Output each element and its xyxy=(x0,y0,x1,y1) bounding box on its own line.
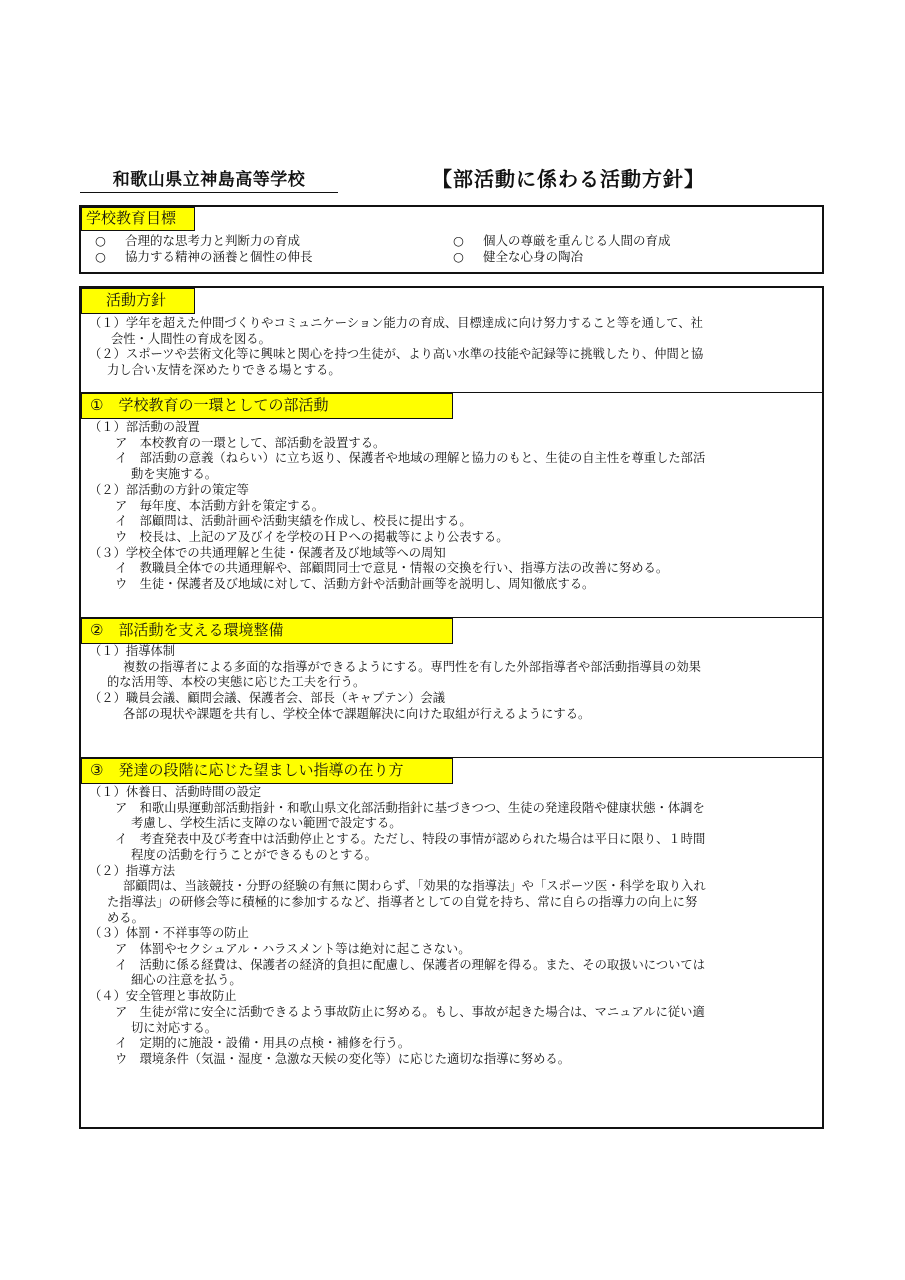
activity-policy-heading: 活動方針 xyxy=(81,288,195,314)
circle-bullet-icon: ○ xyxy=(453,249,464,264)
section3-text: （１）休養日、活動時間の設定 ア 和歌山県運動部活動指針・和歌山県文化部活動指針に基づきつつ、生徒の発達段階や健康状態・体調を 考慮し、学校生活に支障のない範囲で設定する。 イ 考査発表中及び考査中は活動停止とする。ただし、特段の事情が認められた場合は平日に限り、１時間 程度の活動を行うことができるものとする。 （２）指導方法 部顧問は、当該競技・分野の経験の有無に関わらず、「効果的な指導法」や「スポーツ医・科学を取り入れ た指導法」の研修会等に積極的に参加するなど、指導者としての自覚を持ち、常に自らの指導力の向上に努 める。 （３）体罰・不祥事等の防止 ア 体罰やセクシュアル・ハラスメント等は絶対に起こさない。 イ 活動に係る経費は、保護者の経済的負担に配慮し、保護者の理解を得る。また、その取扱いについては 細心の注意を払う。 （４）安全管理と事故防止 ア 生徒が常に安全に活動できるよう事故防止に努める。もし、事故が起きた場合は、マニュアルに従い適 切に対応する。 イ 定期的に施設・設備・用具の点検・補修を行う。 ウ 環境条件（気温・湿度・急激な天候の変化等）に応じた適切な指導に努める。 xyxy=(89,785,706,1066)
education-goal-item: ○ 健全な心身の陶冶 xyxy=(453,249,584,264)
circle-bullet-icon: ○ xyxy=(453,233,464,248)
education-goals-box xyxy=(79,205,824,274)
circle-bullet-icon: ○ xyxy=(95,249,106,264)
document-title: 【部活動に係わる活動方針】 xyxy=(432,167,705,191)
section3-heading: ③ 発達の段階に応じた望ましい指導の在り方 xyxy=(81,758,453,784)
activity-policy-text: （１）学年を超えた仲間づくりやコミュニケーション能力の育成、目標達成に向け努力すること等を通して、社 会性・人間性の育成を図る。 （２）スポーツや芸術文化等に興味と関心を持つ生徒が、より高い水準の技能や記録等に挑戦したり、仲間と協 力し合い友情を深めたりできる場とする。 xyxy=(89,316,704,378)
section2-heading: ② 部活動を支える環境整備 xyxy=(81,618,453,644)
section1-text: （１）部活動の設置 ア 本校教育の一環として、部活動を設置する。 イ 部活動の意義（ねらい）に立ち返り、保護者や地域の理解と協力のもと、生徒の自主性を尊重した部活 動を実施する。 （２）部活動の方針の策定等 ア 毎年度、本活動方針を策定する。 イ 部顧問は、活動計画や活動実績を作成し、校長に提出する。 ウ 校長は、上記のア及びイを学校のＨＰへの掲載等により公表する。 （３）学校全体での共通理解と生徒・保護者及び地域等への周知 イ 教職員全体での共通理解や、部顧問同士で意見・情報の交換を行い、指導方法の改善に努める。 ウ 生徒・保護者及び地域に対して、活動方針や活動計画等を説明し、周知徹底する。 xyxy=(89,420,706,592)
education-goals-heading: 学校教育目標 xyxy=(81,207,195,231)
school-name: 和歌山県立神島高等学校 xyxy=(80,170,338,193)
section2-text: （１）指導体制 複数の指導者による多面的な指導ができるようにする。専門性を有した外部指導者や部活動指導員の効果 的な活用等、本校の実態に応じた工夫を行う。 （２）職員会議、顧問会議、保護者会、部長（キャプテン）会議 各部の現状や課題を共有し、学校全体で課題解決に向けた取組が行えるようにする。 xyxy=(89,644,701,721)
education-goal-item: ○ 個人の尊厳を重んじる人間の育成 xyxy=(453,233,671,248)
circle-bullet-icon: ○ xyxy=(95,233,106,248)
section1-heading: ① 学校教育の一環としての部活動 xyxy=(81,393,453,419)
education-goal-item: ○ 協力する精神の涵養と個性の伸長 xyxy=(95,249,313,264)
activity-policy-box xyxy=(79,286,824,1129)
education-goal-item: ○ 合理的な思考力と判断力の育成 xyxy=(95,233,301,248)
